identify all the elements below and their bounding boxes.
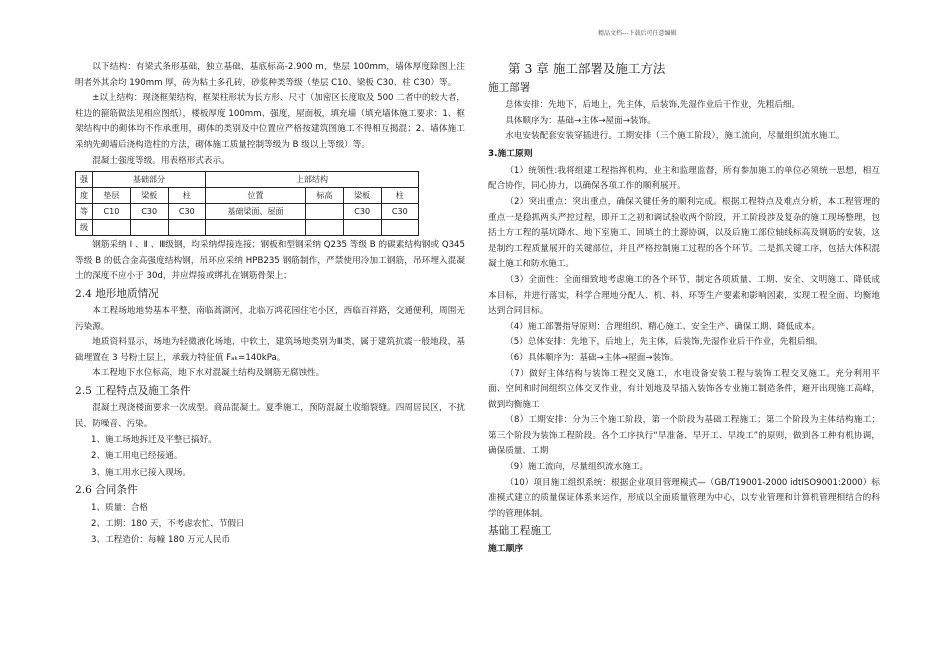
paragraph: 水电安装配套安装穿插进行。工期安排（三个施工阶段），施工流向，尽量组织流水施工。 — [505, 131, 845, 142]
section-heading: 2.6 合同条件 — [75, 483, 138, 496]
section-heading: 施工顺序 — [488, 544, 524, 555]
table-side-cell: 强 — [76, 172, 93, 188]
paragraph: 混凝土强度等级。用表格形式表示。 — [92, 155, 230, 166]
table-cell — [381, 220, 418, 236]
paragraph: （4）施工部署指导原则：合理组织、精心施工、安全生产、确保工期、降低成本。 — [505, 321, 821, 332]
paragraph: 地质资料显示，场地为轻微液化场地，中软土，建筑场地类别为Ⅲ类，属于建筑抗震一般地段，基础埋置在 3 号粉土层上，承载力特征值 Fₐₖ=140kPa。 — [75, 337, 465, 363]
table-cell: C10 — [93, 204, 131, 220]
section-heading: 2.5 工程特点及施工条件 — [75, 384, 191, 397]
table-side-cell: 等 — [76, 204, 93, 220]
table-header-cell: 标高 — [305, 188, 343, 204]
table-header-cell: 柱 — [168, 188, 205, 204]
paragraph: （7）做好主体结构与装饰工程交叉施工，水电设备安装工程与装饰工程交叉施工。充分利用平面、空间和时间组织立体交叉作业，有计划地及早插入装饰各专业施工制造条件，避开出现施工高峰，做到均衡施工 — [488, 368, 880, 410]
paragraph: （9）施工流向，尽量组织流水施工。 — [505, 462, 649, 473]
table-cell — [93, 220, 131, 236]
list-item: 1、质量：合格 — [91, 502, 149, 513]
table-group-header: 上部结构 — [205, 172, 418, 188]
list-item: 2、施工用电已经接通。 — [91, 451, 183, 462]
table-cell: 基础梁面、屋面 — [205, 204, 305, 220]
left-column — [75, 60, 465, 548]
paragraph: 钢筋采纳 Ⅰ 、Ⅱ 、Ⅲ级钢，均采纳焊接连接；钢板和型钢采纳 Q235 等级 B 的碳素结构钢或 Q345 等级 B 的低合金高强度结构钢，吊环应采纳 HPB235 钢筋制作，严禁使用冷加工钢筋，吊环埋入混凝土的深度不应小于 30d，并应焊接或绑扎在钢筋骨架上； — [75, 240, 465, 282]
table-cell — [305, 220, 343, 236]
paragraph: 总体安排：先地下，后地上，先主体，后装饰,先湿作业后干作业，先粗后细。 — [505, 100, 801, 110]
section-heading: 基础工程施工 — [488, 525, 552, 538]
paragraph: 本工程地下水位标高，地下水对混凝土结构及钢筋无腐蚀性。 — [92, 368, 325, 379]
section-heading: 3.施工原则 — [488, 148, 533, 159]
paragraph: （8）工期安排：分为三个施工阶段，第一个阶段为基础工程施工；第二个阶段为主体结构施工；第三个阶段为装饰工程阶段。各个工序执行“早准备、早开工、早竣工”的原则，做到各工种有机协调，确保质量、工期 — [488, 415, 880, 457]
list-item: 2、工期：180 天，不考虑农忙、节假日 — [91, 518, 245, 529]
list-item: 3、施工用水已接入现场。 — [91, 467, 191, 478]
table-cell — [168, 220, 205, 236]
paragraph: 具体顺序为：基础→主体→屋面→装饰。 — [505, 115, 656, 126]
table-cell — [305, 204, 343, 220]
paragraph: （1）统领性:我将组建工程指挥机构，业主和监理监督，所有参加施工的单位必须统一思想，相互配合协作，同心协力，以确保各项工作的顺利展开。 — [488, 165, 880, 192]
table-cell: C30 — [130, 204, 168, 220]
paragraph: 混凝土现浇楼面要求一次成型。商品混凝土。夏季施工，预防混凝土收缩裂缝。四周居民区，不扰民，防噪音、污染。 — [75, 402, 465, 429]
section-heading: 施工部署 — [488, 82, 531, 94]
list-item: 3、工程造价：每幢 180 万元人民币 — [91, 535, 231, 546]
table-cell: C30 — [168, 204, 205, 220]
paragraph: （10）项目施工组织系统：根据企业项目管理模式—（GB/T19001-2000 idtISO9001:2000）标准模式建立的质量保证体系来运作，形成以全面质量管理为中心，以专业管理和计算机管理相结合的科学的管理体制。 — [488, 477, 880, 519]
header-note: 精品文档---下载后可任意编辑 — [598, 30, 677, 37]
table-header-cell: 柱 — [381, 188, 418, 204]
table-cell: C30 — [343, 204, 381, 220]
table-cell — [130, 220, 168, 236]
table-cell: C30 — [381, 204, 418, 220]
list-item: 1、施工场地拆迁及平整已搞好。 — [91, 435, 217, 446]
paragraph: （2）突出重点：突出重点，确保关键任务的顺利完成。根据工程特点及难点分析，本工程管理的重点一是稳抓两头严控过程，即开工之初和调试验收两个阶段，开工阶段涉及复杂的施工现场整理，包括土方工程的基坑降水、地下室施工、回填土的土源协调，以及后施工部位轴线标高及钢筋的安装，这是制约工程质量展开的关键部位，并且严格控制施工过程的各个环节。二是抓关键工序，包括大体积混凝土施工和防水施工。 — [488, 196, 880, 270]
table-cell — [205, 220, 305, 236]
paragraph: ±以上结构：现浇框架结构，框架柱形状为长方形、尺寸（加密区长度取及 500 二者中的较大者，柱边的箍筋做法见相应图纸），楼板厚度 100mm、强度，屋面板，填充墙（填充墙体施工要求：1、框架结构中的砌体均不作承重用，砌体的类别及中位置应严格按建筑图施工不得相互揭混；2、墙体施工采纳先砌墙后浇构造柱的方法，砌体施工质量控制等级为 B 级以上等级）等。 — [75, 93, 466, 150]
table-header-cell: 位置 — [205, 188, 305, 204]
chapter-title: 第 3 章 施工部署及施工方法 — [508, 61, 666, 76]
table-header-cell: 垫层 — [93, 188, 131, 204]
table-cell — [343, 220, 381, 236]
paragraph: （3）全面性：全面细致地考虑施工的各个环节，制定各项质量、工期、安全、文明施工、降低成本目标，并进行落实，科学合理地分配人、机、料、环等生产要素和影响因素，实现工程全面、均衡地达到合同目标。 — [488, 274, 880, 317]
table-side-cell: 度 — [76, 188, 93, 204]
paragraph: （5）总体安排：先地下，后地上，先主体，后装饰,先湿作业后干作业，先粗后细。 — [505, 337, 823, 348]
paragraph: 以下结构：有梁式条形基础，独立基础，基底标高-2.900 m，垫层 100mm，墙体厚度除图上注明者外其余均 190mm 厚，砖为粘土多孔砖，砂浆种类等级（垫层 C10、梁板 C30、柱 C30）等。 — [75, 62, 465, 88]
table-side-cell: 级 — [76, 220, 93, 236]
right-column — [488, 60, 880, 559]
table-header-cell: 梁板 — [130, 188, 168, 204]
table-header-cell: 梁板 — [343, 188, 381, 204]
paragraph: （6）具体顺序为：基础→主体→屋面→装饰。 — [505, 352, 679, 363]
section-heading: 2.4 地形地质情况 — [75, 287, 159, 300]
concrete-grade-table — [75, 171, 419, 236]
paragraph: 本工程场地地势基本平整，南临蒿湖河，北临万鸿花园住宅小区，西临百祥路，交通便利，周围无污染源。 — [75, 305, 465, 332]
table-group-header: 基础部分 — [93, 172, 206, 188]
